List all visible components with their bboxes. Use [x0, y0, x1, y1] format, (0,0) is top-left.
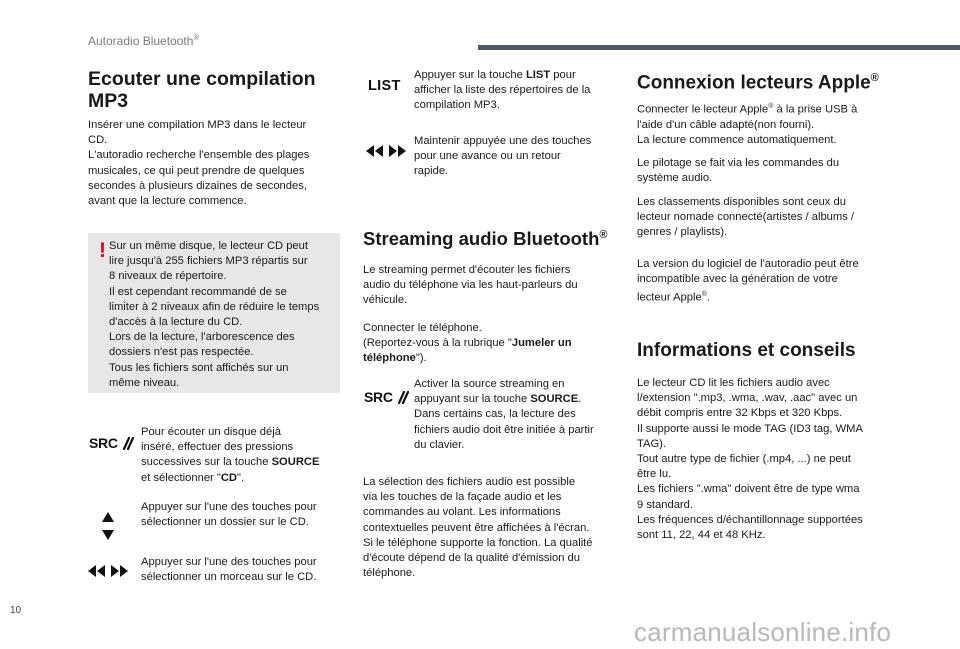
- section-title-info: Informations et conseils: [637, 340, 856, 361]
- item-folder: [141, 500, 341, 530]
- warning-text: Sur un même disque, le lecteur CD peut lire jusqu'à 255 fichiers MP3 répartis sur 8 niveaux de répertoire. Il est cependant recommandé de se limiter à 2 niveaux afin de réduire le temps d'accès à la lecture du CD. Lors de la lecture, l'arborescence des dossiers n'est pas respectée. Tous les fichiers sont affichés sur un même niveau.: [109, 240, 320, 389]
- phone-slash-icon: [396, 390, 410, 404]
- streaming-p3-text: La sélection des fichiers audio est possible via les touches de la façade audio et les commandes au volant. Les informations contextuelles peuvent être affichées à l'écran. Si le téléphone supporte la fonction. La qualité d'écoute dépend de la qualité d'émission du téléphone.: [363, 476, 593, 580]
- apple-registered-mark: ®: [870, 72, 879, 84]
- stream-source-key: SOURCE: [530, 393, 579, 406]
- info-p1: [637, 376, 897, 543]
- running-header: [88, 33, 199, 48]
- apple-p3: [637, 195, 897, 241]
- source-text-b: et sélectionner ": [141, 471, 221, 484]
- watermark: carmanualsonline.info: [634, 617, 892, 647]
- src-button-icon-streaming: [364, 389, 410, 405]
- list-key: LIST: [525, 69, 551, 81]
- up-down-arrows-icon: [100, 510, 116, 542]
- phone-slash-icon: [121, 436, 135, 450]
- streaming-p2: [363, 321, 613, 367]
- source-key: SOURCE: [271, 456, 320, 469]
- track-text: Appuyer sur l'une des touches pour sélectionner un morceau sur le CD.: [141, 556, 317, 584]
- stream-text-a: Activer la source streaming en appuyant sur la touche: [414, 378, 565, 406]
- exclamation-icon: !: [99, 239, 106, 262]
- header-rule: [478, 45, 960, 50]
- apple-p3-text: Les classements disponibles sont ceux du lecteur nomade connecté(artistes / albums / genres / playlists).: [637, 196, 855, 239]
- src-label: SRC: [89, 435, 118, 451]
- item-stream: [414, 377, 614, 453]
- src-label-streaming: SRC: [364, 389, 393, 405]
- apple-p1-text-b: à la prise USB à l'aide d'un câble adapté(non fourni). La lecture commence automatiquement.: [637, 103, 858, 147]
- info-text: Le lecteur CD lit les fichiers audio avec l/extension ".mp3, .wma, .wav, .aac" avec un débit compris entre 32 Kbps et 320 Kbps. Il supporte aussi le mode TAG (ID3 tag, WMA TAG). Tout autre type de fichier (.mp4, ...) ne peut être lu. Les fichiers ".wma" doivent être de type wma 9 standard. Les fréquences d/échantillonnage supportées sont 11, 22, 44 et 48 KHz.: [637, 377, 863, 542]
- header-registered-mark: ®: [193, 33, 200, 42]
- source-text-a: Pour écouter un disque déjà inséré, effectuer des pressions successives sur la touche: [141, 426, 294, 469]
- item-fast: [414, 134, 614, 180]
- fast-text: Maintenir appuyée une des touches pour une avance ou un retour rapide.: [414, 135, 592, 178]
- mp3-intro-text: Insérer une compilation MP3 dans le lecteur CD. L'autoradio recherche l'ensemble des plages musicales, ce qui peut prendre de quelques secondes à plusieurs dizaines de secondes, avant que la lecture commence.: [88, 119, 310, 208]
- list-button-icon: LIST: [368, 78, 401, 94]
- fast-forward-rewind-icon: [364, 143, 408, 159]
- item-list: [414, 68, 614, 114]
- list-text-b: pour afficher la liste des répertoires de la compilation MP3.: [414, 69, 591, 112]
- page-number: 10: [10, 605, 22, 616]
- header-title: Autoradio Bluetooth: [88, 34, 194, 48]
- streaming-p2-text-b: ").: [415, 352, 427, 365]
- stream-text-b: . Dans certains cas, la lecture des fichiers audio doit être initiée à partir du clavier.: [414, 393, 594, 451]
- item-source: [141, 425, 341, 486]
- streaming-p1: [363, 263, 613, 309]
- apple-p4-registered-mark: ®: [701, 291, 707, 299]
- apple-p2: [637, 156, 897, 186]
- apple-p1-registered-mark: ®: [768, 103, 774, 110]
- pair-phone-link-text: Jumeler un téléphone: [363, 337, 572, 365]
- mp3-intro: [88, 118, 348, 209]
- apple-title-text: Connexion lecteurs Apple: [637, 72, 871, 94]
- section-title-mp3: Ecouter une compilation MP3: [88, 68, 316, 112]
- warning-box: [88, 233, 340, 393]
- prev-next-icon: [86, 563, 130, 579]
- folder-text: Appuyer sur l'une des touches pour sélectionner un dossier sur le CD.: [141, 501, 317, 529]
- apple-p4-text-b: .: [706, 292, 710, 305]
- src-button-icon: [89, 435, 135, 451]
- cd-key: CD: [220, 471, 238, 484]
- section-title-streaming: [363, 224, 623, 250]
- apple-p1: [637, 99, 897, 148]
- streaming-title-text: Streaming audio Bluetooth: [363, 228, 600, 250]
- list-text-a: Appuyer sur la touche: [414, 69, 526, 81]
- section-title-apple: [637, 67, 937, 94]
- apple-p4-text-a: La version du logiciel de l'autoradio peut être incompatible avec la génération de votre lecteur Apple: [637, 258, 859, 305]
- apple-p1-text-a: Connecter le lecteur Apple: [637, 103, 769, 116]
- item-track: [141, 555, 341, 585]
- apple-p4: [637, 257, 897, 306]
- apple-p2-text: Le pilotage se fait via les commandes du système audio.: [637, 157, 840, 185]
- streaming-p1-text: Le streaming permet d'écouter les fichiers audio du téléphone via les haut-parleurs du véhicule.: [363, 264, 578, 307]
- source-text-c: ".: [237, 471, 245, 484]
- streaming-p3: [363, 475, 623, 581]
- streaming-registered-mark: ®: [599, 229, 608, 241]
- streaming-p2-text-a: Connecter le téléphone. (Reportez-vous à la rubrique ": [363, 322, 512, 350]
